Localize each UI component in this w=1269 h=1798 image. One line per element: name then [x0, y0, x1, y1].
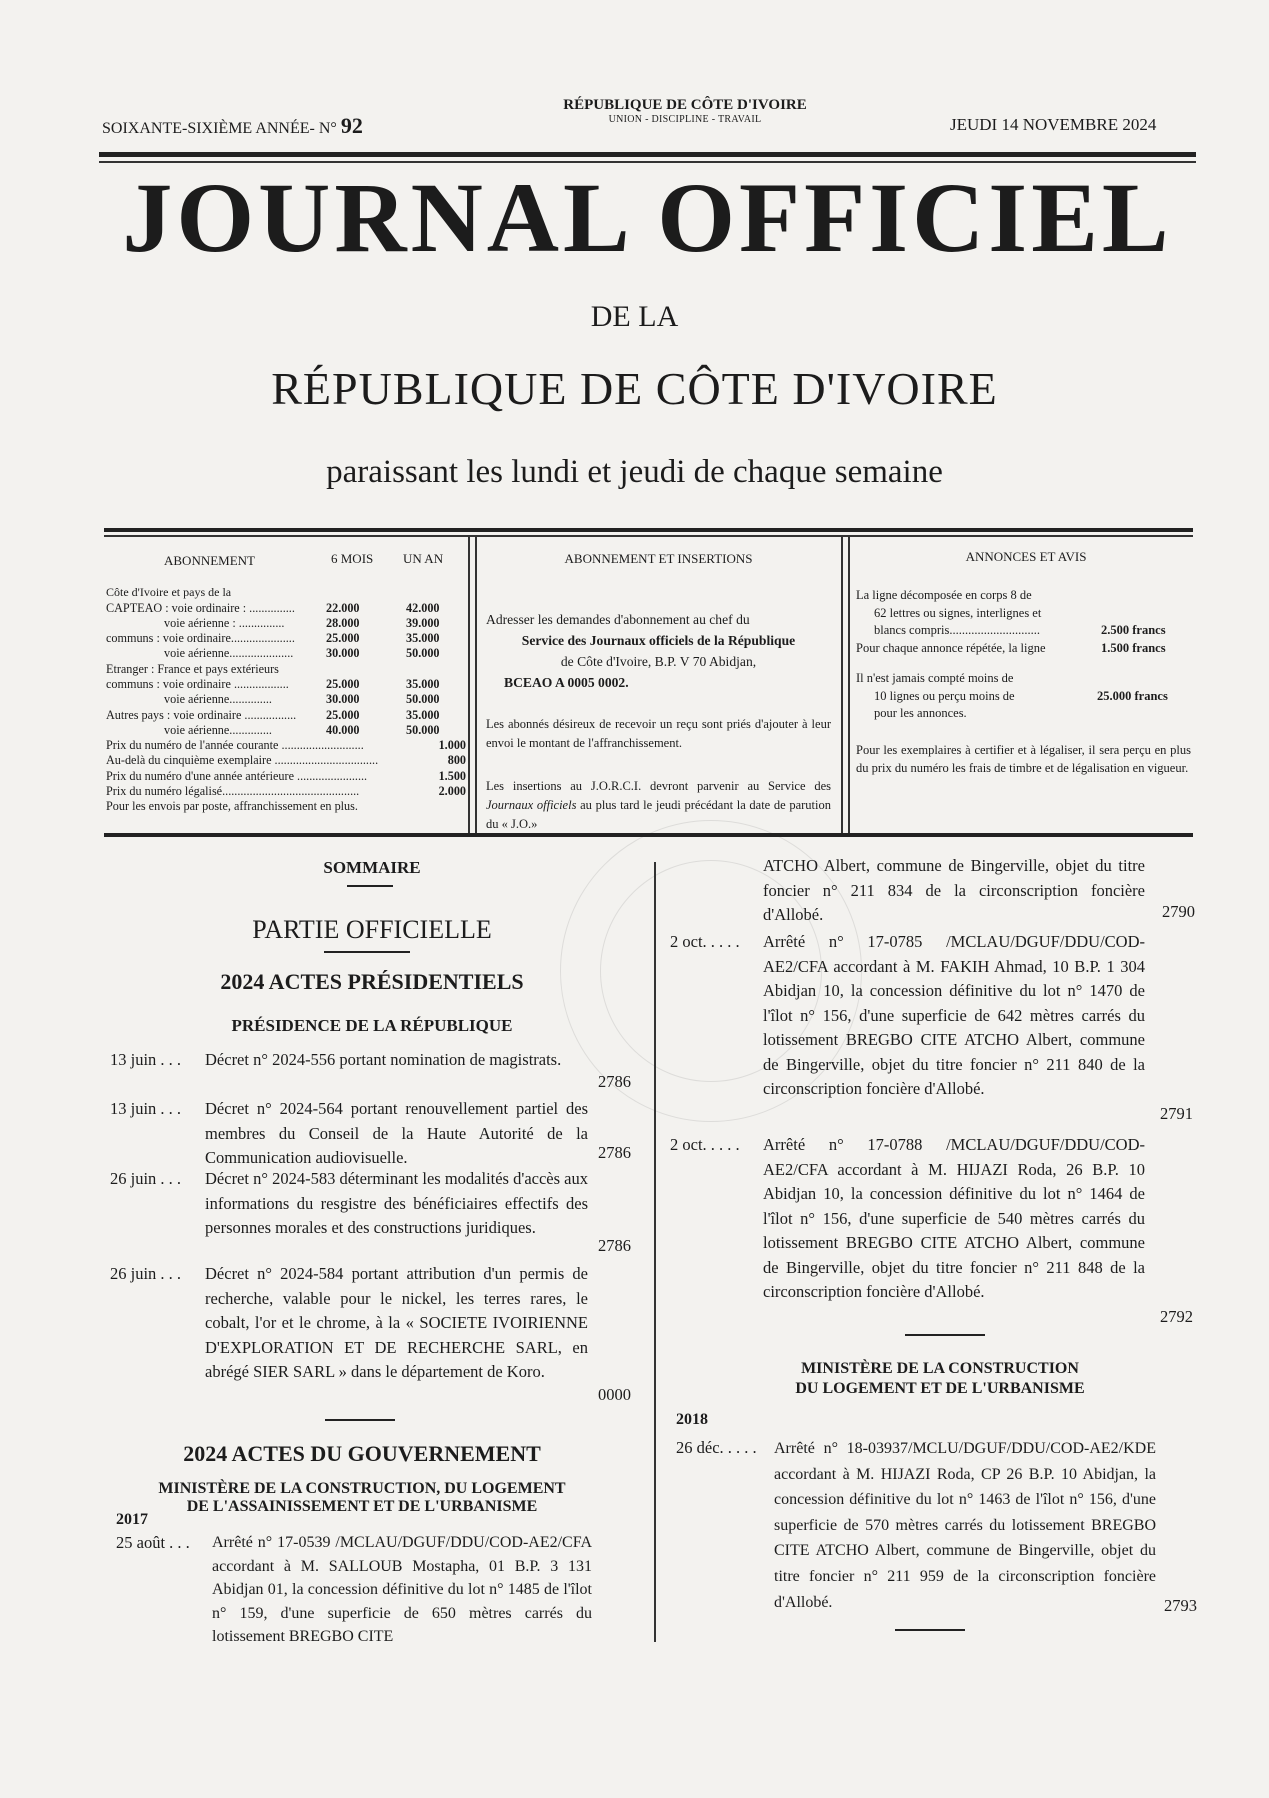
abonnement-row [106, 646, 466, 661]
entry-text: Arrêté n° 18-03937/MCLU/DGUF/DDU/COD-AE2/KDE accordant à M. HIJAZI Roda, CP 26 B.P. 10 Abidjan, la concession définitive du lot n° 1463 de l'îlot n° 156, d'une superficie de 570 mètres carrés du lotissement BREGBO CITE ATCHO Albert, commune de Bingerville, objet du titre foncier n° 211 959 de la circonscription foncière d'Allobé. [774, 1440, 1156, 1611]
abonnement-row [106, 753, 466, 768]
entry-text: Arrêté n° 17-0785 /MCLAU/DGUF/DDU/COD-AE2/CFA accordant à M. FAKIH Ahmad, 10 B.P. 1 304 Abidjan 10, la concession définitive du lot n° 1470 de l'îlot n° 156, d'une superficie de 642 mètres carrés du lotissement BREGBO CITE ATCHO Albert, commune de Bingerville, objet du titre foncier n° 211 840 de la circonscription foncière d'Allobé. [763, 932, 1145, 1098]
abonnement-row [106, 692, 466, 707]
abonnement-row-label: voie aérienne..................... [164, 646, 294, 661]
annonces-l5: Il n'est jamais compté moins de [856, 671, 1014, 685]
abonnement-row-un-an: 42.000 [406, 600, 440, 615]
abonnement-row-un-an: 800 [447, 753, 466, 768]
ministere2-l1: MINISTÈRE DE LA CONSTRUCTION [801, 1360, 1079, 1377]
abonnement-row-un-an: 35.000 [406, 676, 440, 691]
abonnement-row [106, 799, 466, 814]
entry-page: 2786 [598, 1236, 631, 1255]
insertions-p1a: Adresser les demandes d'abonnement au chef du [486, 612, 750, 627]
box-divider-2 [475, 536, 477, 833]
abonnement-row [106, 616, 466, 631]
entry-text: Décret n° 2024-556 portant nomination de magistrats. [205, 1050, 562, 1069]
insertions-p1d: BCEAO A 0005 0002. [504, 675, 629, 690]
insertions-p1b: Service des Journaux officiels de la République [521, 633, 796, 648]
insertions-p2: Les abonnés désireux de recevoir un reçu sont priés d'ajouter à leur envoi le montant de l'affranchissement. [486, 717, 831, 750]
entry-text: Arrêté n° 17-0539 /MCLAU/DGUF/DDU/COD-AE2/CFA accordant à M. SALLOUB Mostapha, 01 B.P. 3 131 Abidjan 01, la concession définitive du lot n° 1485 de l'îlot n° 159, d'une superficie de 650 mètres carrés du lotissement BREGBO CITE [212, 1534, 592, 1646]
abonnement-row-6mois: 30.000 [326, 692, 360, 707]
abonnement-row-un-an: 39.000 [406, 615, 440, 630]
abonnement-row-label: communs : voie ordinaire .................. [106, 676, 289, 691]
annonces-l4-price: 1.500 francs [1101, 640, 1166, 655]
abonnement-column [106, 551, 466, 815]
abonnement-row [106, 677, 466, 692]
insertions-column [486, 551, 831, 834]
entry-page: 2790 [1162, 902, 1195, 921]
abonnement-row-label: Au-delà du cinquième exemplaire .................................. [106, 753, 379, 768]
abonnement-row-label: Etranger : France et pays extérieurs [106, 661, 279, 676]
republic-name: RÉPUBLIQUE DE CÔTE D'IVOIRE [563, 97, 807, 113]
abonnement-intro: Côte d'Ivoire et pays de la [106, 585, 232, 599]
abonnement-row-6mois: 40.000 [326, 722, 360, 737]
abonnement-row-6mois: 22.000 [326, 600, 360, 615]
annonces-l1: La ligne décomposée en corps 8 de [856, 588, 1032, 602]
annonces-certification: Pour les exemplaires à certifier et à légaliser, il sera perçu en plus du prix du numéro les frais de timbre et de légalisation en vigueur. [856, 742, 1191, 775]
abonnement-row-6mois: 28.000 [326, 615, 360, 630]
end-rule [895, 1629, 965, 1631]
abonnement-row [106, 738, 466, 753]
entry-date: 26 juin . . . [110, 1169, 182, 1188]
republic-header [520, 97, 850, 125]
abonnement-row-label: Prix du numéro de l'année courante ........................... [106, 738, 364, 753]
ministere1-l1: MINISTÈRE DE LA CONSTRUCTION, DU LOGEMENT [158, 1480, 566, 1497]
entry-page: 2793 [1164, 1596, 1197, 1615]
motto: UNION - DISCIPLINE - TRAVAIL [608, 114, 762, 125]
entry-date: 26 juin . . . [110, 1264, 182, 1283]
annonces-l4: Pour chaque annonce répétée, la ligne [856, 640, 1046, 655]
abonnement-row-label: Prix du numéro légalisé............................................. [106, 784, 360, 799]
abonnement-row [106, 723, 466, 738]
col-6mois: 6 MOIS [331, 551, 374, 566]
abonnement-row-un-an: 1.000 [438, 738, 466, 753]
entry-date: 25 août . . . [116, 1533, 190, 1552]
annonces-l3-price: 2.500 francs [1101, 623, 1166, 637]
abonnement-row-label: communs : voie ordinaire..................... [106, 631, 295, 646]
abonnement-header: ABONNEMENT [164, 553, 255, 568]
annonces-l2: 62 lettres ou signes, interlignes et [874, 605, 1042, 620]
entry-text: Décret n° 2024-564 portant renouvellement partiel des membres du Conseil de la Haute Autorité de la Communication audiovisuelle. [205, 1099, 588, 1167]
issue-date: JEUDI 14 NOVEMBRE 2024 [950, 115, 1157, 134]
box-divider-4 [848, 536, 850, 833]
entry-page: 2791 [1160, 1104, 1193, 1123]
abonnement-row-6mois: 25.000 [326, 707, 360, 722]
col-un-an: UN AN [403, 551, 444, 566]
abonnement-row-label: voie aérienne.............. [164, 722, 272, 737]
abonnement-row [106, 708, 466, 723]
abonnement-row-label: Pour les envois par poste, affranchissement en plus. [106, 799, 358, 814]
abonnement-row [106, 784, 466, 799]
abonnement-row [106, 631, 466, 646]
abonnement-row-un-an: 50.000 [406, 722, 440, 737]
annonces-l7: pour les annonces. [874, 706, 967, 720]
abonnement-row-label: CAPTEAO : voie ordinaire : ............... [106, 600, 295, 615]
box-top-rule-thin [104, 535, 1193, 537]
insertions-header: ABONNEMENT ET INSERTIONS [564, 551, 753, 566]
entry-page: 0000 [598, 1385, 631, 1404]
year-2018: 2018 [676, 1411, 708, 1428]
abonnement-row-label: voie aérienne : ............... [164, 615, 285, 630]
box-top-rule [104, 528, 1193, 532]
actes-gouvernement: 2024 ACTES DU GOUVERNEMENT [183, 1441, 541, 1466]
abonnement-row-6mois: 25.000 [326, 676, 360, 691]
ministere2-rule [905, 1334, 985, 1336]
gouv-rule [325, 1419, 395, 1421]
sommaire-rule [347, 885, 393, 887]
abonnement-row-un-an: 1.500 [438, 768, 466, 783]
masthead-de-la: DE LA [590, 300, 679, 333]
box-divider-1 [468, 536, 470, 833]
annonces-l6: 10 lignes ou perçu moins de [874, 688, 1015, 703]
partie-rule [324, 951, 410, 953]
entry-page: 2792 [1160, 1307, 1193, 1326]
entry-page: 2786 [598, 1072, 631, 1091]
entry-date: 26 déc. . . . . [676, 1438, 757, 1457]
partie-officielle: PARTIE OFFICIELLE [252, 915, 492, 944]
header-rule [99, 152, 1196, 157]
masthead-title: JOURNAL OFFICIEL [122, 162, 1173, 273]
entry-text: ATCHO Albert, commune de Bingerville, objet du titre foncier n° 211 834 de la circonscription foncière d'Allobé. [763, 856, 1145, 924]
abonnement-row-un-an: 35.000 [406, 707, 440, 722]
insertions-p3: Les insertions au J.O.R.C.I. devront parvenir au Service des Journaux officiels au plus tard le jeudi précédant la date de parution du « J.O.» [486, 779, 832, 831]
abonnement-row-6mois: 25.000 [326, 631, 360, 646]
abonnement-row-label: voie aérienne.............. [164, 692, 272, 707]
entry-text: Décret n° 2024-584 portant attribution d'un permis de recherche, valable pour le nickel, les terres rares, le cobalt, l'or et le chrome, à la « SOCIETE IVOIRIENNE D'EXPLORATION ET DE RECHERCHE SARL, en abrégé SIER SARL » dans le département de Koro. [205, 1264, 588, 1381]
abonnement-row-label: Prix du numéro d'une année antérieure ....................... [106, 768, 368, 783]
annonces-l3: blancs compris............................. [874, 623, 1040, 637]
abonnement-row [106, 769, 466, 784]
entry-date: 13 juin . . . [110, 1050, 182, 1069]
abonnement-row-un-an: 35.000 [406, 631, 440, 646]
masthead-parution: paraissant les lundi et jeudi de chaque semaine [326, 454, 943, 490]
entry-date: 2 oct. . . . . [670, 932, 740, 951]
entry-text: Arrêté n° 17-0788 /MCLAU/DGUF/DDU/COD-AE2/CFA accordant à M. HIJAZI Roda, 26 B.P. 10 Abidjan 10, la concession définitive du lot n° 1464 de l'îlot n° 156, d'une superficie de 540 mètres carrés du lotissement BREGBO CITE ATCHO Albert, commune de Bingerville, objet du titre foncier n° 211 848 de la circonscription foncière d'Allobé. [763, 1135, 1145, 1301]
abonnement-row-un-an: 50.000 [406, 646, 440, 661]
abonnement-row-un-an: 2.000 [438, 784, 466, 799]
issue-number: SOIXANTE-SIXIÈME ANNÉE- N° 92 [102, 113, 363, 138]
annonces-header: ANNONCES ET AVIS [965, 549, 1087, 564]
actes-presidentiels: 2024 ACTES PRÉSIDENTIELS [220, 969, 524, 994]
ministere2-l2: DU LOGEMENT ET DE L'URBANISME [795, 1380, 1085, 1397]
content-column-divider [654, 862, 656, 1642]
abonnement-row-6mois: 30.000 [326, 646, 360, 661]
abonnement-row-label: Autres pays : voie ordinaire ................. [106, 707, 297, 722]
abonnement-row [106, 601, 466, 616]
year-2017: 2017 [116, 1511, 148, 1528]
masthead-republique: RÉPUBLIQUE DE CÔTE D'IVOIRE [271, 363, 998, 414]
annonces-l6-price: 25.000 francs [1097, 688, 1168, 703]
annonces-column [856, 549, 1196, 778]
ministere1-l2: DE L'ASSAINISSEMENT ET DE L'URBANISME [186, 1498, 538, 1515]
box-divider-3 [841, 536, 843, 833]
entry-date: 13 juin . . . [110, 1099, 182, 1118]
entry-text: Décret n° 2024-583 déterminant les modalités d'accès aux informations du resgistre des bénéficiaires effectifs des personnes morales et des constructions juridiques. [205, 1169, 588, 1237]
entry-date: 2 oct. . . . . [670, 1135, 740, 1154]
entry-page: 2786 [598, 1143, 631, 1162]
insertions-p1c: de Côte d'Ivoire, B.P. V 70 Abidjan, [560, 654, 757, 669]
presidence-title: PRÉSIDENCE DE LA RÉPUBLIQUE [231, 1016, 513, 1035]
abonnement-row [106, 662, 466, 677]
abonnement-rows [106, 601, 466, 815]
abonnement-row-un-an: 50.000 [406, 692, 440, 707]
sommaire-title: SOMMAIRE [323, 858, 421, 877]
